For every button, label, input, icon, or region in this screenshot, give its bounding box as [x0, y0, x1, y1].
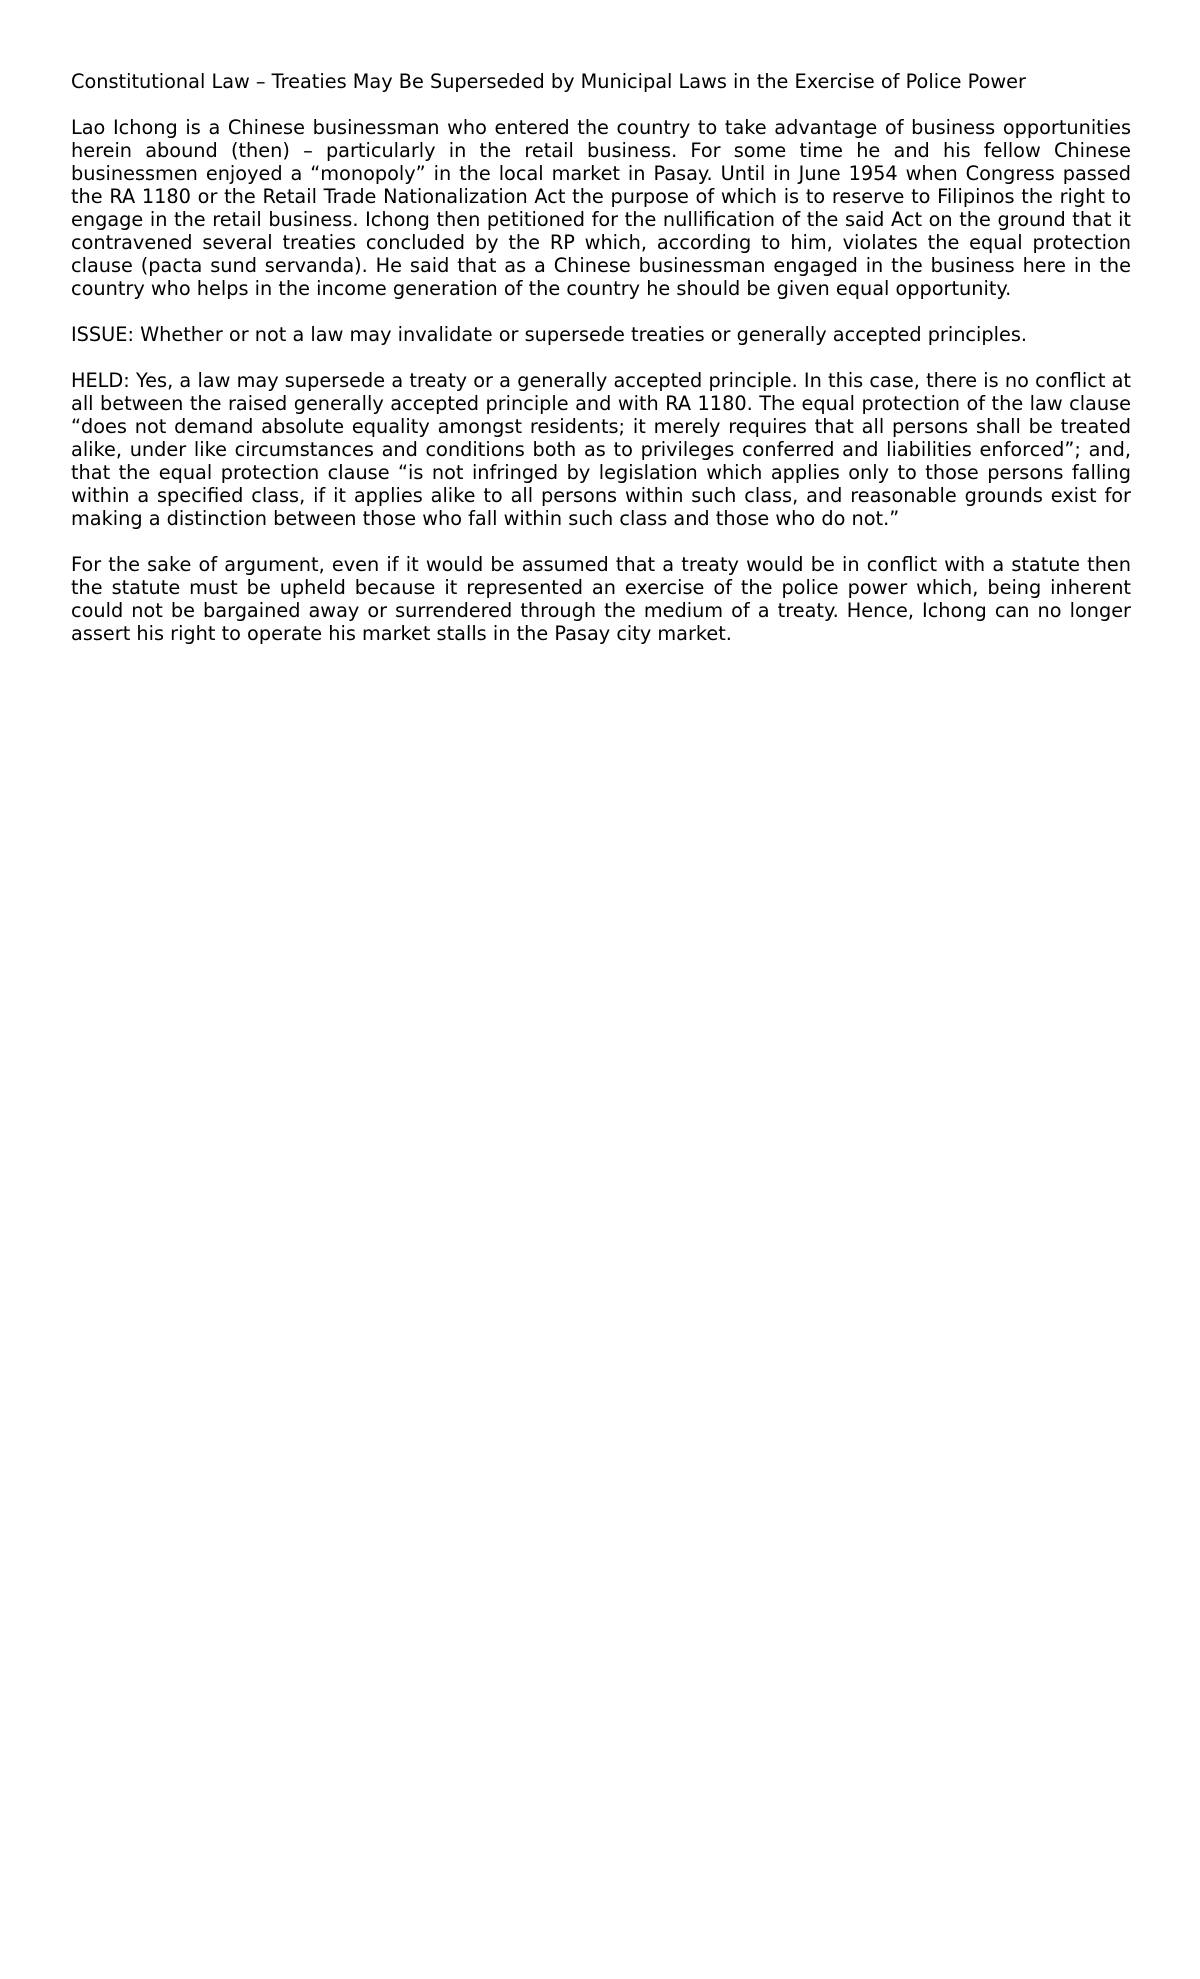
document-title: Constitutional Law – Treaties May Be Superseded by Municipal Laws in the Exercise of Police Power — [71, 70, 1026, 93]
held-paragraph: HELD: Yes, a law may supersede a treaty or a generally accepted principle. In this case, there is no conflict at all between the raised generally accepted principle and with RA 1180. The equal protection of the law clause “does not demand absolute equality amongst residents; it merely requires that all persons shall be treated alike, under like circumstances and conditions both as to privileges conferred and liabilities enforced”; and, that the equal protection clause “is not infringed by legislation which applies only to those persons falling within a specified class, if it applies alike to all persons within such class, and reasonable grounds exist for making a distinction between those who fall within such class and those who do not.” — [71, 369, 1131, 530]
facts-paragraph: Lao Ichong is a Chinese businessman who entered the country to take advantage of business opportunities herein abound (then) – particularly in the retail business. For some time he and his fellow Chinese businessmen enjoyed a “monopoly” in the local market in Pasay. Until in June 1954 when Congress passed the RA 1180 or the Retail Trade Nationalization Act the purpose of which is to reserve to Filipinos the right to engage in the retail business. Ichong then petitioned for the nullification of the said Act on the ground that it contravened several treaties concluded by the RP which, according to him, violates the equal protection clause (pacta sund servanda). He said that as a Chinese businessman engaged in the business here in the country who helps in the income generation of the country he should be given equal opportunity. — [71, 116, 1131, 300]
issue-paragraph: ISSUE: Whether or not a law may invalidate or supersede treaties or generally accepted principles. — [71, 323, 1028, 346]
document-page — [71, 70, 1131, 668]
conclusion-paragraph: For the sake of argument, even if it would be assumed that a treaty would be in conflict with a statute then the statute must be upheld because it represented an exercise of the police power which, being inherent could not be bargained away or surrendered through the medium of a treaty. Hence, Ichong can no longer assert his right to operate his market stalls in the Pasay city market. — [71, 553, 1131, 645]
